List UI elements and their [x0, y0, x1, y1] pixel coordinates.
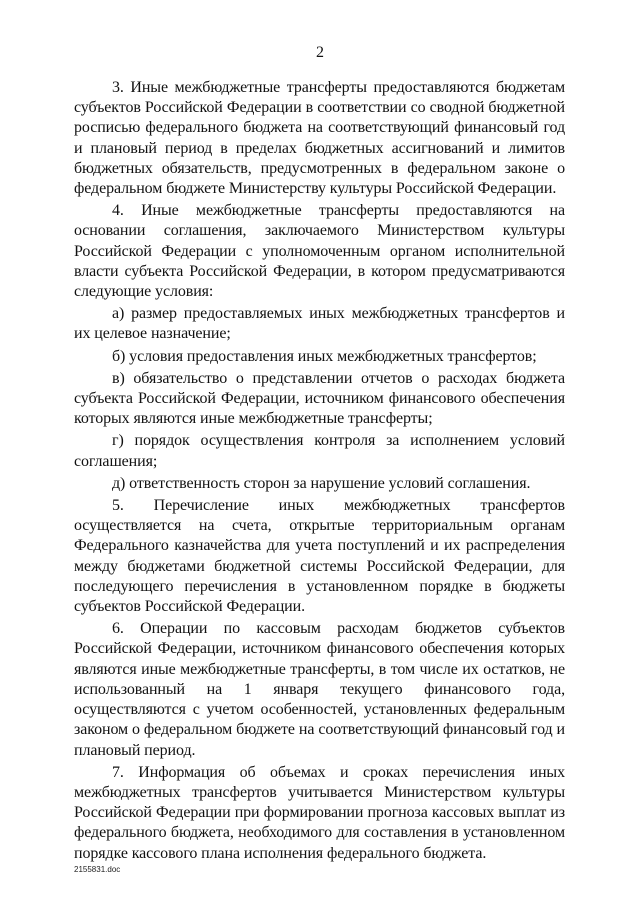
paragraph-5: 5. Перечисление иных межбюджетных трансфертов осуществляется на счета, открытые территориальным органам Федерального казначейства для учета поступлений и их распределения между бюджетами бюджетной системы Российской Федерации, для последующего перечисления в установленном порядке в бюджеты субъектов Российской Федерации.	[74, 497, 565, 616]
paragraph-6: 6. Операции по кассовым расходам бюджетов субъектов Российской Федерации, источником финансового обеспечения которых являются иные межбюджетные трансферты, в том числе их остатков, не использованный на 1 января текущего финансового года, осуществляются с учетом особенностей, установленных федеральным законом о федеральном бюджете на соответствующий финансовый год и плановый период.	[74, 620, 565, 759]
page-number: 2	[316, 44, 324, 61]
footer-filename: 2155831.doc	[74, 865, 121, 874]
paragraph-4: 4. Иные межбюджетные трансферты предоставляются на основании соглашения, заключаемого Министерством культуры Российской Федерации с уполномоченным органом исполнительной власти субъекта Российской Федерации, в котором предусматриваются следующие условия:	[74, 202, 565, 301]
paragraph-4-item-v: в) обязательство о представлении отчетов о расходах бюджета субъекта Российской Федерации, источником финансового обеспечения которых являются иные межбюджетные трансферты;	[74, 369, 565, 428]
paragraph-4-item-a: а) размер предоставляемых иных межбюджетных трансфертов и их целевое назначение;	[74, 305, 565, 343]
paragraph-4-item-g: г) порядок осуществления контроля за исполнением условий соглашения;	[74, 432, 565, 470]
paragraph-7: 7. Информация об объемах и сроках перечисления иных межбюджетных трансфертов учитывается Министерством культуры Российской Федерации при формировании прогноза кассовых выплат из федерального бюджета, необходимого для составления в установленном порядке кассового плана исполнения федерального бюджета.	[74, 763, 565, 862]
paragraph-4-item-d: д) ответственность сторон за нарушение условий соглашения.	[112, 474, 531, 492]
paragraph-4-item-b: б) условия предоставления иных межбюджетных трансфертов;	[112, 347, 537, 365]
document-body	[74, 78, 565, 866]
paragraph-3: 3. Иные межбюджетные трансферты предоставляются бюджетам субъектов Российской Федерации в соответствии со сводной бюджетной росписью федерального бюджета на соответствующий финансовый год и плановый период в пределах бюджетных ассигнований и лимитов бюджетных обязательств, предусмотренных в федеральном законе о федеральном бюджете Министерству культуры Российской Федерации.	[74, 79, 565, 198]
